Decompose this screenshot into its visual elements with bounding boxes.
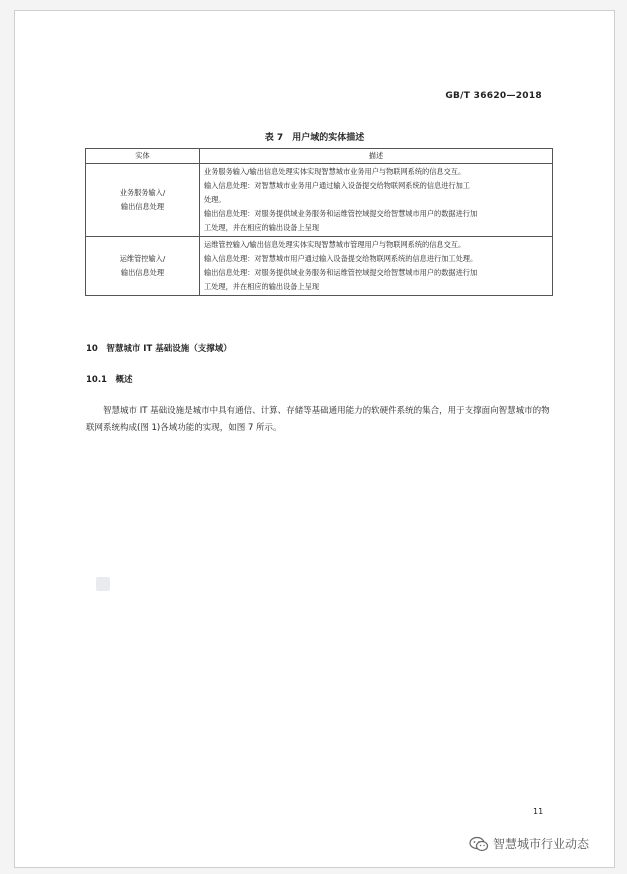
table-title: 表 7 用户域的实体描述	[264, 133, 365, 143]
document-page	[14, 10, 615, 868]
wechat-icon	[469, 836, 489, 852]
page-number: 11	[533, 807, 544, 816]
description-line: 工处理，并在相应的输出设备上呈现	[204, 223, 320, 232]
description-cell	[200, 237, 553, 296]
table-header-row	[86, 149, 553, 164]
section-10-1-heading: 10.1 概述	[86, 375, 133, 385]
watermark-text: 智慧城市行业动态	[493, 837, 590, 851]
description-line: 运维管控输入/输出信息处理实体实现智慧城市管理用户与物联网系统的信息交互。	[204, 240, 466, 249]
section-10-heading: 10 智慧城市 IT 基础设施（支撑域）	[86, 344, 232, 354]
column-header-entity: 实体	[86, 149, 200, 164]
description-cell	[200, 164, 553, 237]
description-line: 输入信息处理：对智慧城市业务用户通过输入设备提交给物联网系统的信息进行加工	[204, 181, 470, 190]
table-row	[86, 237, 553, 296]
description-line: 输出信息处理：对服务提供域业务服务和运维管控域提交给智慧城市用户的数据进行加	[204, 268, 478, 277]
body-paragraph: 智慧城市 IT 基础设施是城市中具有通信、计算、存储等基础通用能力的软硬件系统的集合，用于支撑面向智慧城市的物联网系统构成(图 1)各域功能的实现，如图 7 所示。	[86, 406, 550, 433]
description-line: 输出信息处理：对服务提供域业务服务和运维管控域提交给智慧城市用户的数据进行加	[204, 209, 478, 218]
entity-line: 运维管控输入/	[119, 254, 166, 263]
table-row	[86, 164, 553, 237]
entity-line: 输出信息处理	[120, 202, 165, 211]
entity-cell	[86, 164, 200, 237]
description-line: 输入信息处理：对智慧城市用户通过输入设备提交给物联网系统的信息进行加工处理。	[204, 254, 478, 263]
entity-cell	[86, 237, 200, 296]
description-line: 工处理，并在相应的输出设备上呈现	[204, 282, 320, 291]
description-line: 处理。	[204, 195, 226, 204]
scan-artifact	[96, 577, 110, 591]
standard-code: GB/T 36620—2018	[445, 91, 542, 101]
entity-line: 输出信息处理	[120, 268, 165, 277]
column-header-description: 描述	[200, 149, 553, 164]
entity-line: 业务服务输入/	[119, 188, 166, 197]
watermark	[469, 835, 589, 852]
entity-table	[85, 148, 553, 296]
description-line: 业务服务输入/输出信息处理实体实现智慧城市业务用户与物联网系统的信息交互。	[204, 167, 466, 176]
